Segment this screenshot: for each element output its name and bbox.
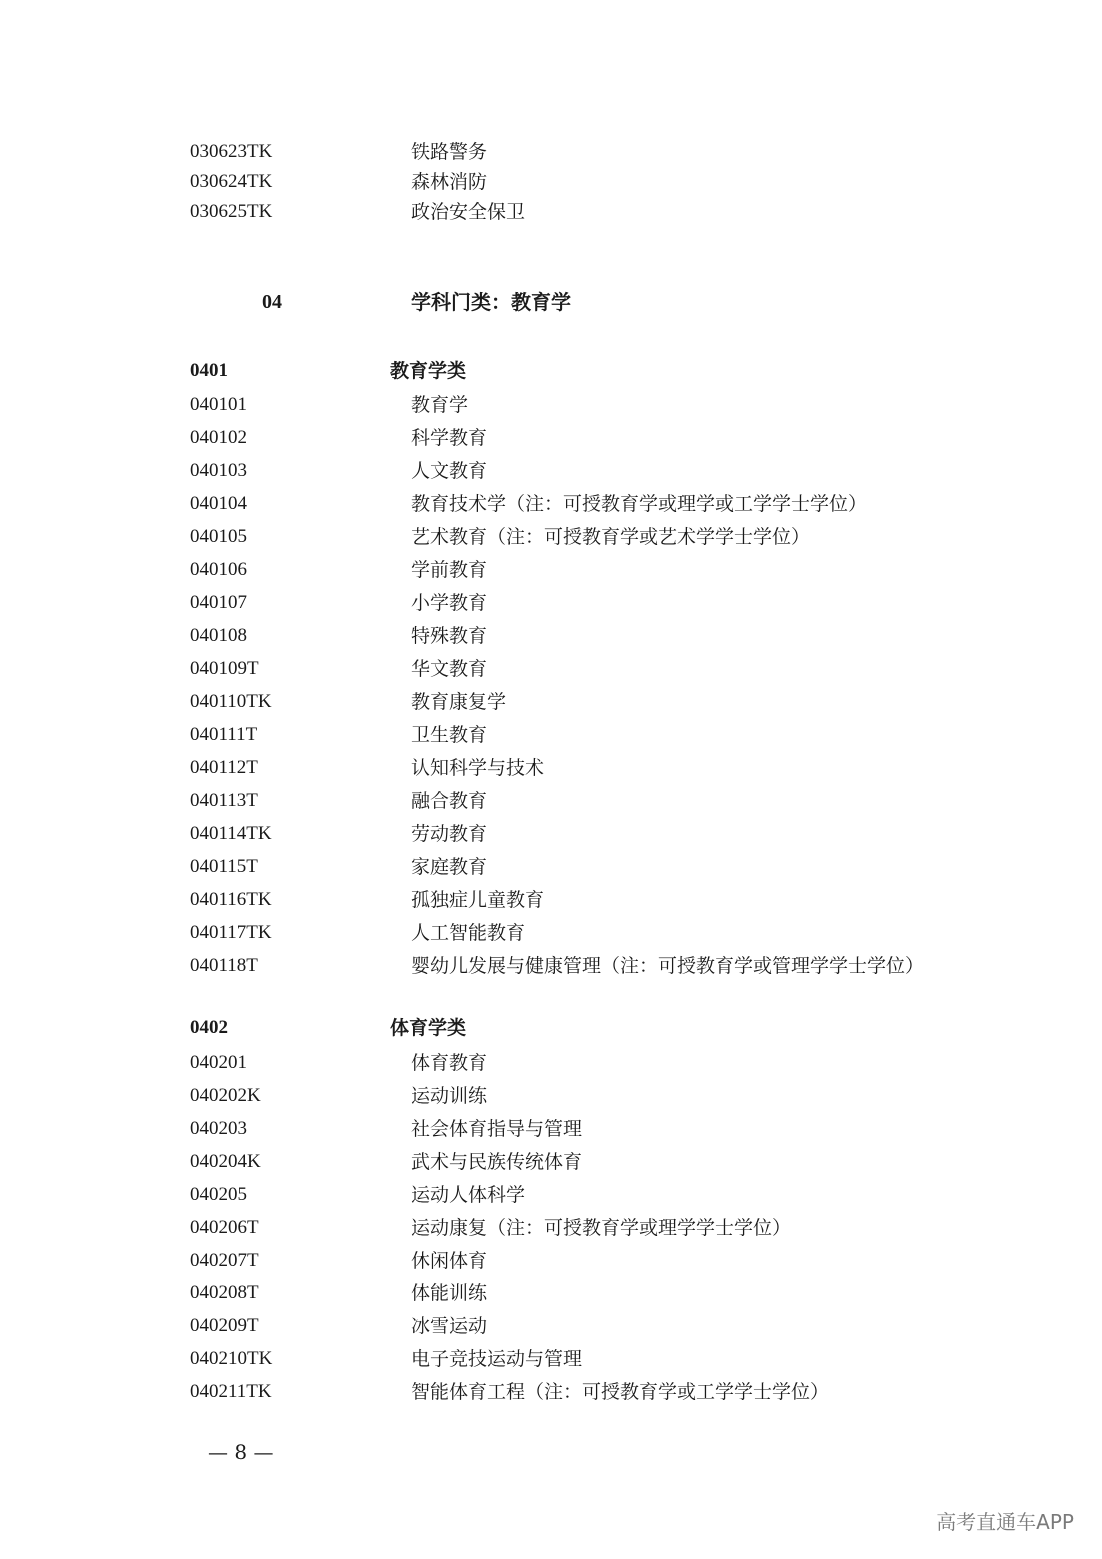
group-code: 0401 (190, 360, 228, 381)
major-name: 教育学 (411, 394, 469, 416)
major-name: 艺术教育（注：可授教育学或艺术学学士学位） (411, 526, 811, 548)
table-row (0, 654, 1102, 684)
major-code: 040201 (190, 1052, 247, 1073)
major-name: 运动人体科学 (411, 1184, 526, 1206)
major-name: 冰雪运动 (411, 1315, 488, 1337)
major-code: 040107 (190, 592, 247, 613)
category-heading (0, 287, 1102, 317)
major-code: 040114TK (190, 823, 272, 844)
group-code: 0402 (190, 1017, 228, 1038)
major-code: 040112T (190, 757, 258, 778)
major-name: 卫生教育 (411, 724, 488, 746)
major-name: 教育康复学 (411, 691, 507, 713)
major-name: 体能训练 (411, 1282, 488, 1304)
major-code: 030624TK (190, 171, 273, 192)
major-name: 社会体育指导与管理 (411, 1118, 583, 1140)
major-name: 人文教育 (411, 460, 488, 482)
major-name: 武术与民族传统体育 (411, 1151, 583, 1173)
major-code: 040108 (190, 625, 247, 646)
major-code: 040118T (190, 955, 258, 976)
major-name: 人工智能教育 (411, 922, 526, 944)
watermark: 高考直通车APP (936, 1510, 1074, 1534)
table-row (0, 1311, 1102, 1341)
major-name: 科学教育 (411, 427, 488, 449)
category-code: 04 (262, 291, 282, 313)
major-code: 040113T (190, 790, 258, 811)
major-code: 040211TK (190, 1381, 272, 1402)
table-row (0, 1180, 1102, 1210)
major-name: 劳动教育 (411, 823, 488, 845)
table-row (0, 1246, 1102, 1276)
major-name: 运动训练 (411, 1085, 488, 1107)
table-row (0, 1081, 1102, 1111)
table-row (0, 621, 1102, 651)
major-code: 040103 (190, 460, 247, 481)
table-row (0, 1213, 1102, 1243)
group-heading-0402 (0, 1013, 1102, 1043)
major-code: 040111T (190, 724, 258, 745)
table-row (0, 1147, 1102, 1177)
major-code: 040202K (190, 1085, 261, 1106)
page-number: — 8 — (208, 1440, 274, 1464)
major-code: 040104 (190, 493, 247, 514)
major-code: 030625TK (190, 201, 273, 222)
table-row (0, 951, 1102, 981)
table-row (0, 753, 1102, 783)
major-name: 特殊教育 (411, 625, 488, 647)
table-row (0, 1278, 1102, 1308)
table-row (0, 137, 1102, 167)
major-code: 040110TK (190, 691, 272, 712)
major-name: 智能体育工程（注：可授教育学或工学学士学位） (411, 1381, 830, 1403)
table-row (0, 885, 1102, 915)
table-row (0, 819, 1102, 849)
major-name: 运动康复（注：可授教育学或理学学士学位） (411, 1217, 792, 1239)
major-name: 华文教育 (411, 658, 488, 680)
major-code: 040205 (190, 1184, 247, 1205)
table-row (0, 522, 1102, 552)
major-code: 040106 (190, 559, 247, 580)
major-name: 孤独症儿童教育 (411, 889, 545, 911)
major-name: 森林消防 (411, 171, 488, 193)
major-code: 040210TK (190, 1348, 273, 1369)
major-code: 040206T (190, 1217, 259, 1238)
table-row (0, 720, 1102, 750)
major-code: 030623TK (190, 141, 273, 162)
table-row (0, 489, 1102, 519)
major-name: 电子竞技运动与管理 (411, 1348, 583, 1370)
table-row (0, 555, 1102, 585)
major-name: 体育教育 (411, 1052, 488, 1074)
category-name: 学科门类：教育学 (411, 290, 571, 314)
major-name: 教育技术学（注：可授教育学或理学或工学学士学位） (411, 493, 868, 515)
major-code: 040203 (190, 1118, 247, 1139)
table-row (0, 852, 1102, 882)
table-row (0, 918, 1102, 948)
major-code: 040115T (190, 856, 258, 877)
table-row (0, 1114, 1102, 1144)
major-name: 学前教育 (411, 559, 488, 581)
major-code: 040204K (190, 1151, 261, 1172)
table-row (0, 197, 1102, 227)
table-row (0, 1048, 1102, 1078)
major-code: 040102 (190, 427, 247, 448)
major-name: 家庭教育 (411, 856, 488, 878)
major-name: 铁路警务 (411, 141, 488, 163)
major-code: 040117TK (190, 922, 272, 943)
group-name: 教育学类 (390, 360, 467, 382)
table-row (0, 1344, 1102, 1374)
table-row (0, 687, 1102, 717)
major-code: 040105 (190, 526, 247, 547)
table-row (0, 1377, 1102, 1407)
major-code: 040116TK (190, 889, 272, 910)
group-name: 体育学类 (390, 1017, 467, 1039)
table-row (0, 588, 1102, 618)
major-name: 婴幼儿发展与健康管理（注：可授教育学或管理学学士学位） (411, 955, 925, 977)
table-row (0, 167, 1102, 197)
major-name: 融合教育 (411, 790, 488, 812)
table-row (0, 786, 1102, 816)
major-code: 040101 (190, 394, 247, 415)
major-name: 休闲体育 (411, 1250, 488, 1272)
major-code: 040209T (190, 1315, 259, 1336)
major-code: 040208T (190, 1282, 259, 1303)
major-name: 政治安全保卫 (411, 201, 526, 223)
group-heading-0401 (0, 356, 1102, 386)
major-code: 040109T (190, 658, 259, 679)
major-name: 小学教育 (411, 592, 488, 614)
table-row (0, 423, 1102, 453)
table-row (0, 390, 1102, 420)
major-code: 040207T (190, 1250, 259, 1271)
major-name: 认知科学与技术 (411, 757, 545, 779)
table-row (0, 456, 1102, 486)
